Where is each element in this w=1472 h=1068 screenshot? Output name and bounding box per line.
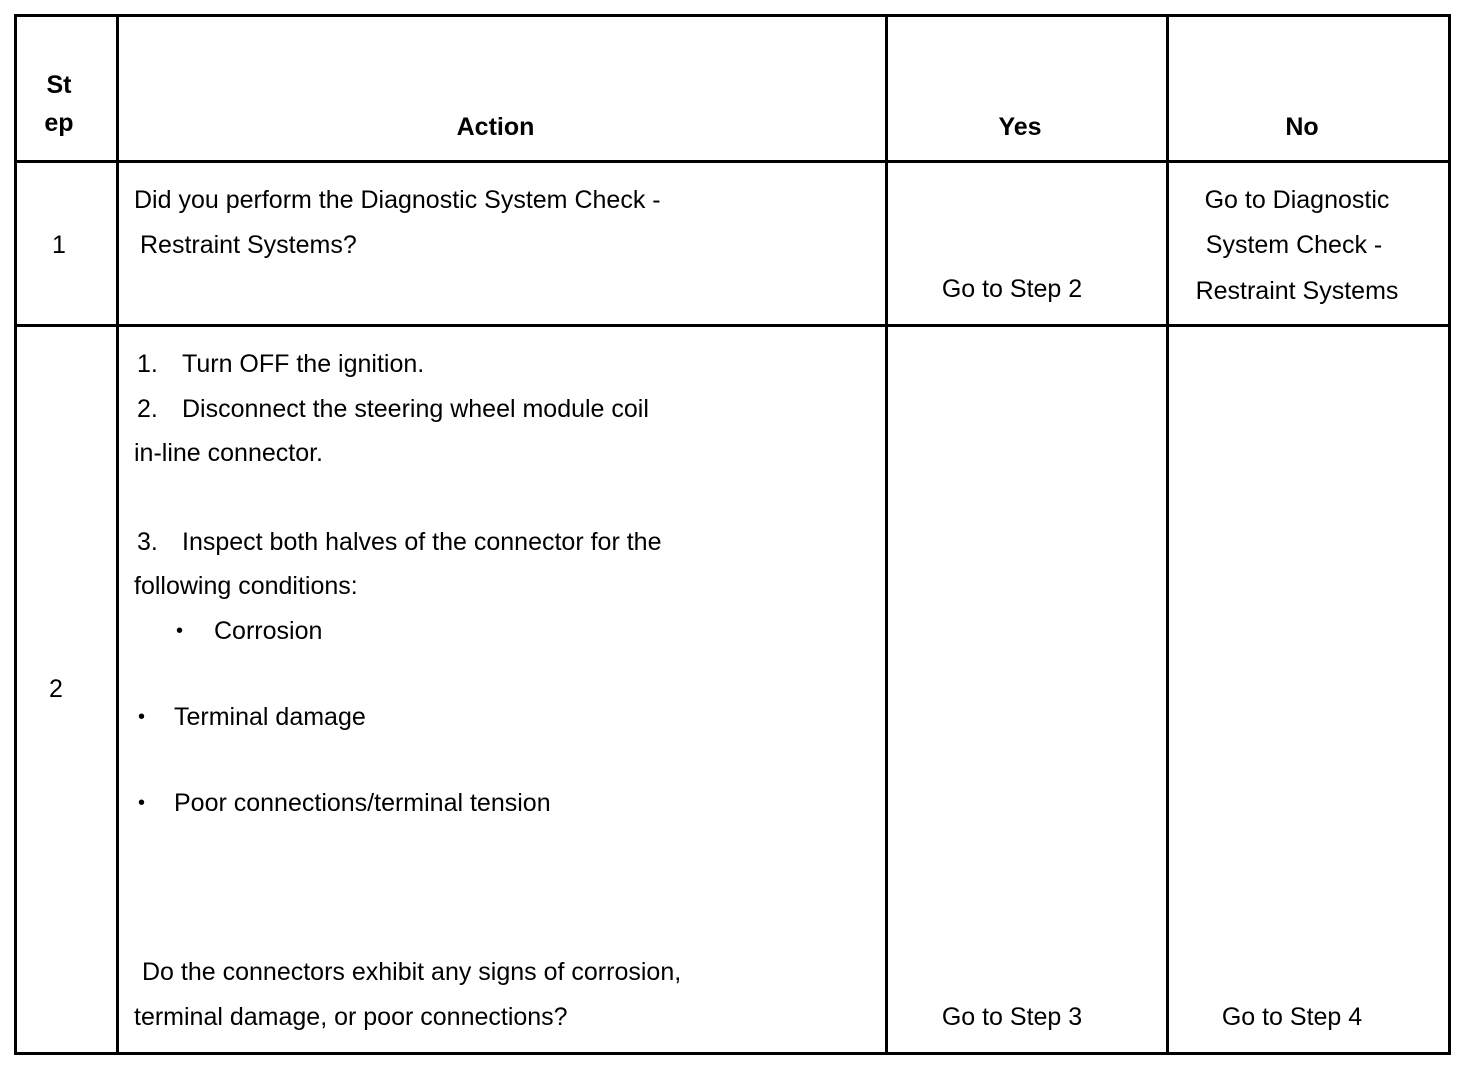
row1-no-line1: Go to Diagnostic (1204, 186, 1390, 214)
row1-no-line3: Restraint Systems (1195, 277, 1399, 305)
row1-step: 1 (52, 231, 66, 259)
header-step-line1: St (46, 71, 72, 99)
bullet-icon: • (138, 792, 146, 814)
header-step (14, 66, 104, 142)
row2-item3-text: Inspect both halves of the connector for the (182, 528, 662, 556)
table-border-left (14, 14, 17, 1055)
column-divider-step (116, 14, 119, 1055)
row2-item2-text: Disconnect the steering wheel module coil (182, 395, 649, 423)
table-border-top (14, 14, 1451, 17)
row1-action-line2: Restraint Systems? (140, 231, 357, 259)
row1-yes: Go to Step 2 (941, 275, 1083, 303)
row2-item1-number: 1. (137, 350, 158, 378)
row2-yes: Go to Step 3 (941, 1003, 1083, 1031)
table-border-bottom (14, 1052, 1451, 1055)
row2-item3-continuation: following conditions: (134, 572, 358, 600)
header-step-line2: ep (44, 109, 74, 137)
row2-item2-continuation: in-line connector. (134, 439, 324, 467)
row2-bullet-terminal-damage: Terminal damage (174, 703, 366, 731)
diagnostic-table (14, 14, 1451, 1056)
bullet-icon: • (138, 706, 146, 728)
header-yes: Yes (998, 113, 1042, 141)
bullet-icon: • (176, 620, 184, 642)
row2-bullet-poor-connections: Poor connections/terminal tension (174, 789, 551, 817)
header-action: Action (456, 113, 535, 141)
row2-no: Go to Step 4 (1221, 1003, 1363, 1031)
column-divider-action (885, 14, 888, 1055)
row-divider (14, 324, 1451, 327)
row2-item2-number: 2. (137, 395, 158, 423)
table-border-right (1448, 14, 1451, 1055)
row1-no-line2: System Check - (1205, 231, 1383, 259)
header-divider (14, 160, 1451, 163)
row2-bullet-corrosion: Corrosion (214, 617, 323, 645)
row2-step: 2 (49, 675, 63, 703)
row2-question-line1: Do the connectors exhibit any signs of corrosion, (142, 958, 682, 986)
row2-item3-number: 3. (137, 528, 158, 556)
row2-question-line2: terminal damage, or poor connections? (134, 1003, 568, 1031)
column-divider-yes (1166, 14, 1169, 1055)
row1-action-line1: Did you perform the Diagnostic System Check - (134, 186, 661, 214)
header-no: No (1285, 113, 1319, 141)
row2-item1-text: Turn OFF the ignition. (182, 350, 425, 378)
